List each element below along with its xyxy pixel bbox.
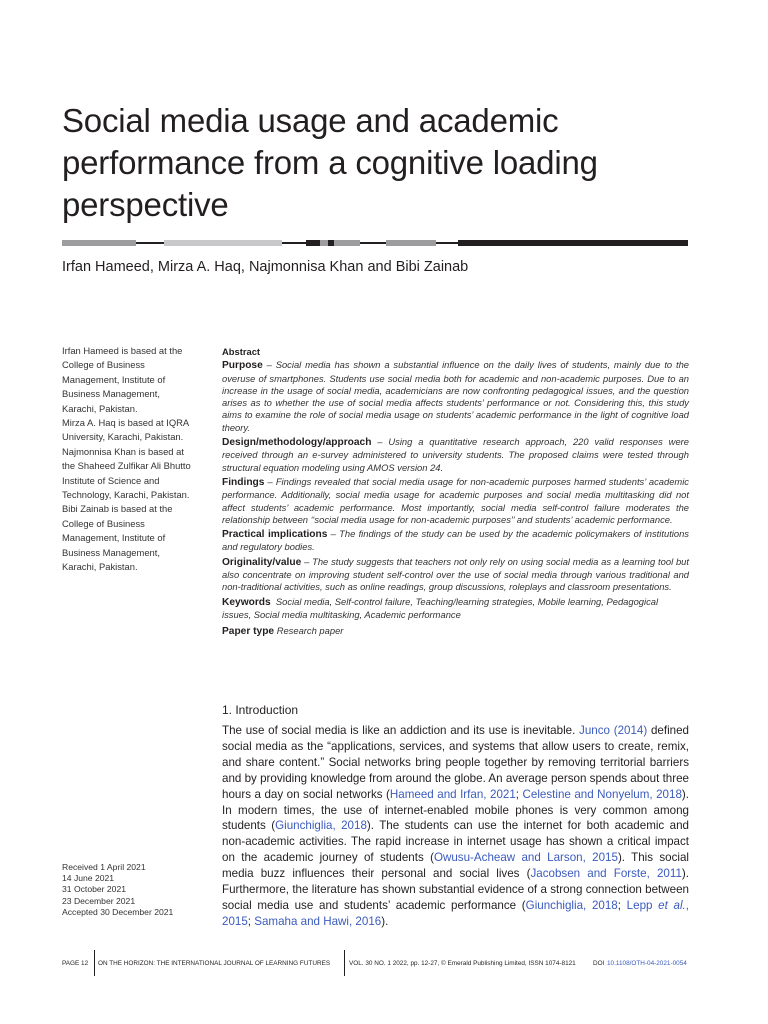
authors-and: and bbox=[367, 259, 392, 275]
abstract-originality bbox=[222, 556, 689, 594]
received-line: 31 October 2021 bbox=[62, 884, 127, 895]
affiliation: Irfan Hameed is based at the College of Business Management, Institute of Business Management, Karachi, Pakistan. bbox=[62, 345, 183, 414]
purpose-label: Purpose bbox=[222, 360, 263, 372]
volume-info: VOL. 30 NO. 1 2022, pp. 12-27, © Emerald Publishing Limited, ISSN 1074-8121 bbox=[349, 960, 576, 967]
intro-text: ). The students can use the internet for both academic and non-academic activities. The rapid increase in internet usage has shown a critical impact on the academic journey of students ( bbox=[222, 819, 689, 865]
originality-text: The study suggests that teachers not only rely on using social media as a learning tool but also concentrate on improving student self-control over the use of social media through various traditional and non-traditional activities, such as online readings, group discussions, roleplays and classroom presentations. bbox=[222, 555, 689, 593]
intro-text: defined social media as the “applications, services, and systems that allow users to create, remix, and share content.” Social networks bring people together by removing territorial barriers and by providing knowledge from around the globe. An average person spends about three hours a day on social networks ( bbox=[222, 724, 689, 801]
citation-link[interactable]: Jacobsen and Forste, 2011 bbox=[530, 867, 682, 881]
dash: – bbox=[330, 528, 336, 540]
affiliation: Mirza A. Haq is based at IQRA University, Karachi, Pakistan. Najmonnisa Khan is based at the Shaheed Zulfikar Ali Bhutto Institute of Science and Technology, Karachi, Pakistan. bbox=[62, 417, 191, 501]
received-line: 23 December 2021 bbox=[62, 895, 136, 906]
abstract-practical bbox=[222, 528, 689, 554]
citation-part: , 2015 bbox=[222, 898, 690, 928]
authors-last: Bibi Zainab bbox=[395, 259, 469, 275]
intro-text: ). This social media buzz influences their personal and social lives ( bbox=[222, 851, 690, 881]
abstract-purpose bbox=[222, 359, 689, 434]
citation-part: Lepp bbox=[626, 898, 659, 912]
dash: – bbox=[266, 359, 272, 371]
received-line: Received 1 April 2021 bbox=[62, 862, 146, 872]
citation-link[interactable]: Junco (2014) bbox=[579, 724, 648, 737]
received-line: Accepted 30 December 2021 bbox=[62, 906, 174, 917]
intro-text: ). Furthermore, the literature has shown substantial evidence of a strong connection between social media use and students’ academic performance ( bbox=[222, 867, 689, 912]
abstract-keywords bbox=[222, 596, 689, 622]
keywords-text: Social media, Self-control failure, Teaching/learning strategies, Mobile learning, Pedagogical issues, Social media multitasking, Academic performance bbox=[222, 595, 659, 620]
intro-text: ; bbox=[247, 914, 255, 928]
footer-divider bbox=[344, 950, 345, 976]
intro-text: ). In modern times, the use of internet-enabled mobile phones is very common among students ( bbox=[222, 787, 689, 833]
originality-label: Originality/value bbox=[222, 556, 302, 568]
footer-divider bbox=[94, 950, 95, 976]
citation-link[interactable]: Samaha and Hawi, 2016 bbox=[254, 914, 382, 928]
received-dates bbox=[62, 862, 212, 918]
intro-text: ; bbox=[617, 898, 627, 912]
journal-name: ON THE HORIZON: THE INTERNATIONAL JOURNAL OF LEARNING FUTURES bbox=[98, 960, 331, 967]
purpose-text: Social media has shown a substantial influence on the daily lives of students, mainly due to the overuse of smartphones. Students use social media both for academic and non-academic purposes. Due to an increase in the usage of social media, academicians are now confronting pedagogical issues, and the question arises as to whether the use of social media affects students’ performance or not. Considering this, this study aims to examine the role of social media usage on students’ academic performance in the light of cognitive load theory. bbox=[222, 359, 690, 433]
page-footer bbox=[62, 950, 690, 976]
citation-link[interactable]: Owusu-Acheaw and Larson, 2015 bbox=[433, 851, 618, 865]
practical-text: The findings of the study can be used by the academic policymakers of institutions and regulatory bodies. bbox=[222, 528, 689, 553]
dash: – bbox=[304, 555, 310, 567]
intro-text: ; bbox=[515, 787, 523, 801]
section-heading-introduction: 1. Introduction bbox=[222, 703, 299, 717]
page-number: PAGE 12 bbox=[62, 960, 89, 967]
practical-label: Practical implications bbox=[222, 529, 328, 541]
doi-link[interactable]: 10.1108/OTH-04-2021-0054 bbox=[607, 960, 687, 967]
findings-text: Findings revealed that social media usage for non-academic purposes harmed students’ academic performance. Additionally, social media usage for academic purposes and social media multitasking did not affect students’ academic performance. Most importantly, social media self-control failure moderates the relationship between ‘‘social media usage for non-academic purposes’’ and students’ academic performance. bbox=[222, 475, 689, 525]
introduction-body bbox=[222, 723, 689, 930]
keywords-label: Keywords bbox=[222, 596, 271, 608]
citation-link[interactable]: Giunchiglia, 2018 bbox=[275, 819, 367, 833]
authors-main: Irfan Hameed, Mirza A. Haq, Najmonnisa Khan bbox=[62, 259, 364, 275]
decorative-rule bbox=[62, 240, 688, 246]
citation-part: et al. bbox=[658, 898, 686, 912]
intro-text: The use of social media is like an addiction and its use is inevitable. bbox=[222, 724, 580, 737]
abstract bbox=[222, 346, 689, 641]
intro-text: ). bbox=[381, 914, 389, 928]
paper-type-text: Research paper bbox=[276, 625, 344, 637]
author-affiliations bbox=[62, 344, 192, 575]
author-list bbox=[62, 259, 468, 275]
citation-link[interactable]: Giunchiglia, 2018 bbox=[525, 898, 618, 912]
received-line: 14 June 2021 bbox=[62, 873, 115, 884]
design-label: Design/methodology/approach bbox=[222, 437, 372, 449]
dash: – bbox=[377, 436, 383, 448]
paper-type-label: Paper type bbox=[222, 626, 275, 638]
citation-link[interactable]: Celestine and Nonyelum, 2018 bbox=[522, 787, 682, 801]
abstract-design bbox=[222, 436, 689, 474]
findings-label: Findings bbox=[222, 476, 265, 488]
citation-link[interactable]: Hameed and Irfan, 2021 bbox=[389, 787, 516, 801]
affiliation: Bibi Zainab is based at the College of Business Management, Institute of Business Management, Karachi, Pakistan. bbox=[62, 503, 173, 573]
article-title: Social media usage and academic performance from a cognitive loading perspective bbox=[62, 102, 598, 223]
abstract-heading: Abstract bbox=[222, 346, 261, 357]
doi-label: DOI bbox=[593, 960, 605, 967]
abstract-paper-type bbox=[222, 625, 689, 638]
abstract-findings bbox=[222, 476, 689, 526]
dash: – bbox=[267, 475, 273, 487]
design-text: Using a quantitative research approach, 220 valid responses were received through an e-survey administered to university students. The proposed claims were tested through structural equation modeling using AMOS version 24. bbox=[222, 436, 690, 473]
